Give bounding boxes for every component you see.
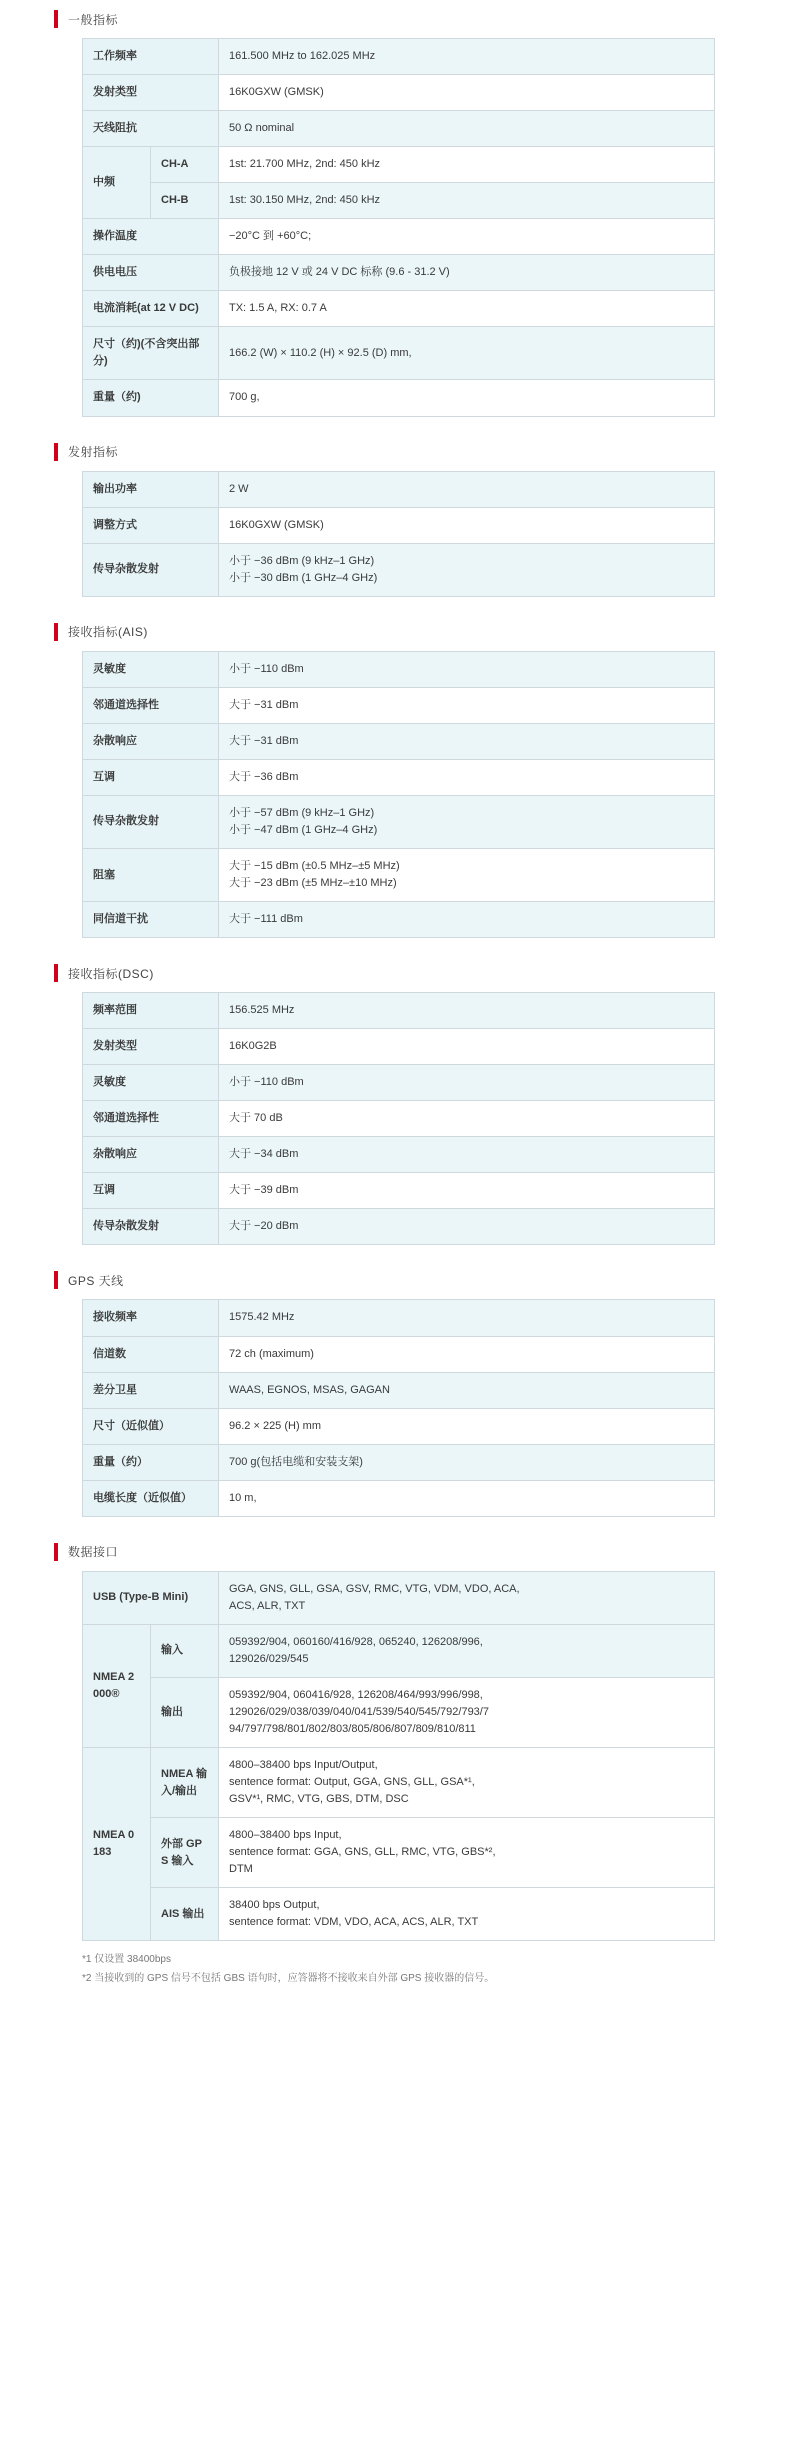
- row-label: 传导杂散发射: [83, 1209, 219, 1245]
- row-value: 72 ch (maximum): [219, 1336, 715, 1372]
- row-label: 传导杂散发射: [83, 795, 219, 848]
- row-value: 50 Ω nominal: [219, 111, 715, 147]
- value-line: DTM: [229, 1863, 253, 1876]
- section-accent-bar: [54, 1543, 58, 1561]
- row-label: 电缆长度（近似值）: [83, 1480, 219, 1516]
- row-value: 96.2 × 225 (H) mm: [219, 1408, 715, 1444]
- row-value: TX: 1.5 A, RX: 0.7 A: [219, 291, 715, 327]
- table-row: [83, 687, 715, 723]
- section-general: [0, 10, 790, 417]
- row-label: 重量（约）: [83, 1444, 219, 1480]
- row-label: 发射类型: [83, 75, 219, 111]
- value-line: sentence format: Output, GGA, GNS, GLL, GSA*¹,: [229, 1776, 475, 1789]
- row-value: 小于 −110 dBm: [219, 651, 715, 687]
- table-row: [83, 1677, 715, 1747]
- value-line: 94/797/798/801/802/803/805/806/807/809/810/811: [229, 1723, 476, 1736]
- row-value: [219, 543, 715, 596]
- row-sublabel: NMEA 输入/输出: [151, 1748, 219, 1818]
- value-line: ACS, ALR, TXT: [229, 1599, 306, 1612]
- section-header: [54, 1271, 790, 1289]
- table-row: [83, 1818, 715, 1888]
- table-row: [83, 219, 715, 255]
- value-line: GGA, GNS, GLL, GSA, GSV, RMC, VTG, VDM, VDO, ACA,: [229, 1582, 520, 1595]
- row-value: [219, 1571, 715, 1624]
- row-value: 16K0GXW (GMSK): [219, 75, 715, 111]
- table-row: [83, 1101, 715, 1137]
- table-row: [83, 1029, 715, 1065]
- value-line: 小于 −47 dBm (1 GHz–4 GHz): [229, 823, 378, 836]
- value-line: sentence format: VDM, VDO, ACA, ACS, ALR, TXT: [229, 1916, 479, 1929]
- section-title: 接收指标(DSC): [68, 966, 154, 981]
- section-receiver-ais: [0, 623, 790, 938]
- section-accent-bar: [54, 623, 58, 641]
- table-row: [83, 1300, 715, 1336]
- table-row: [83, 848, 715, 901]
- row-sublabel: CH-A: [151, 147, 219, 183]
- section-accent-bar: [54, 964, 58, 982]
- row-label: 互调: [83, 1173, 219, 1209]
- row-label: 邻通道选择性: [83, 687, 219, 723]
- value-line: GSV*¹, RMC, VTG, GBS, DTM, DSC: [229, 1793, 409, 1806]
- footnote-1: *1 仅设置 38400bps: [82, 1954, 171, 1966]
- row-sublabel: 输出: [151, 1677, 219, 1747]
- row-value: WAAS, EGNOS, MSAS, GAGAN: [219, 1372, 715, 1408]
- table-row: [83, 1748, 715, 1818]
- row-label: 尺寸（近似值）: [83, 1408, 219, 1444]
- row-label: 频率范围: [83, 993, 219, 1029]
- row-value: 大于 −20 dBm: [219, 1209, 715, 1245]
- row-label: 尺寸（约)(不含突出部分): [83, 327, 219, 380]
- table-row: [83, 1065, 715, 1101]
- table-row: [83, 183, 715, 219]
- value-line: 129026/029/038/039/040/041/539/540/545/792/793/7: [229, 1705, 489, 1718]
- transmitter-spec-table: [82, 471, 715, 597]
- row-value: 700 g,: [219, 380, 715, 416]
- section-data-interface: [0, 1543, 790, 1988]
- table-row: [83, 111, 715, 147]
- section-header: [54, 10, 790, 28]
- value-line: 大于 −15 dBm (±0.5 MHz–±5 MHz): [229, 859, 400, 872]
- section-title: 接收指标(AIS): [68, 625, 148, 640]
- value-line: 小于 −30 dBm (1 GHz–4 GHz): [229, 571, 378, 584]
- section-header: [54, 964, 790, 982]
- row-label: 输出功率: [83, 471, 219, 507]
- row-label: USB (Type-B Mini): [83, 1571, 219, 1624]
- section-receiver-dsc: [0, 964, 790, 1245]
- row-value: 负极接地 12 V 或 24 V DC 标称 (9.6 - 31.2 V): [219, 255, 715, 291]
- section-title: 发射指标: [68, 445, 119, 460]
- row-value: 16K0G2B: [219, 1029, 715, 1065]
- section-accent-bar: [54, 1271, 58, 1289]
- value-line: 4800–38400 bps Input,: [229, 1829, 342, 1842]
- table-row: [83, 902, 715, 938]
- table-row: [83, 39, 715, 75]
- row-value: 156.525 MHz: [219, 993, 715, 1029]
- row-sublabel: AIS 输出: [151, 1888, 219, 1941]
- section-title: GPS 天线: [68, 1273, 124, 1288]
- table-row: [83, 147, 715, 183]
- value-line: 4800–38400 bps Input/Output,: [229, 1759, 378, 1772]
- table-row: [83, 759, 715, 795]
- row-label: 电流消耗(at 12 V DC): [83, 291, 219, 327]
- row-value: 大于 −111 dBm: [219, 902, 715, 938]
- row-value: 大于 −36 dBm: [219, 759, 715, 795]
- table-row: [83, 291, 715, 327]
- receiver-ais-spec-table: [82, 651, 715, 938]
- row-value: 700 g(包括电缆和安装支架): [219, 1444, 715, 1480]
- section-title: 数据接口: [68, 1545, 119, 1560]
- row-value: [219, 795, 715, 848]
- section-transmitter: [0, 443, 790, 597]
- table-row: [83, 993, 715, 1029]
- row-label: 供电电压: [83, 255, 219, 291]
- value-line: 大于 −23 dBm (±5 MHz–±10 MHz): [229, 877, 397, 890]
- row-label: NMEA 0183: [83, 1748, 151, 1941]
- row-value: 1st: 30.150 MHz, 2nd: 450 kHz: [219, 183, 715, 219]
- row-label: 信道数: [83, 1336, 219, 1372]
- value-line: 129026/029/545: [229, 1652, 309, 1665]
- row-label: 同信道干扰: [83, 902, 219, 938]
- row-value: 大于 −34 dBm: [219, 1137, 715, 1173]
- value-line: 小于 −36 dBm (9 kHz–1 GHz): [229, 554, 375, 567]
- row-label: 中频: [83, 147, 151, 219]
- row-label: 邻通道选择性: [83, 1101, 219, 1137]
- row-label: 传导杂散发射: [83, 543, 219, 596]
- row-label: 杂散响应: [83, 1137, 219, 1173]
- table-row: [83, 1372, 715, 1408]
- row-label: 天线阻抗: [83, 111, 219, 147]
- row-value: 166.2 (W) × 110.2 (H) × 92.5 (D) mm,: [219, 327, 715, 380]
- section-header: [54, 623, 790, 641]
- row-value: [219, 1818, 715, 1888]
- receiver-dsc-spec-table: [82, 992, 715, 1245]
- table-row: [83, 1444, 715, 1480]
- table-row: [83, 327, 715, 380]
- row-value: [219, 1624, 715, 1677]
- section-accent-bar: [54, 443, 58, 461]
- section-header: [54, 443, 790, 461]
- row-value: [219, 1888, 715, 1941]
- table-row: [83, 1336, 715, 1372]
- section-accent-bar: [54, 10, 58, 28]
- data-interface-table: [82, 1571, 715, 1942]
- table-row: [83, 1571, 715, 1624]
- table-row: [83, 75, 715, 111]
- row-label: NMEA 2000®: [83, 1624, 151, 1747]
- row-value: [219, 1748, 715, 1818]
- row-label: 重量（约): [83, 380, 219, 416]
- footnote-2: *2 当接收到的 GPS 信号不包括 GBS 语句时，应答器将不接收来自外部 GPS 接收器的信号。: [82, 1973, 495, 1985]
- row-label: 操作温度: [83, 219, 219, 255]
- table-row: [83, 380, 715, 416]
- row-label: 接收频率: [83, 1300, 219, 1336]
- table-row: [83, 1480, 715, 1516]
- row-value: 1575.42 MHz: [219, 1300, 715, 1336]
- row-label: 灵敏度: [83, 1065, 219, 1101]
- table-row: [83, 651, 715, 687]
- row-value: 小于 −110 dBm: [219, 1065, 715, 1101]
- table-row: [83, 1624, 715, 1677]
- row-label: 阻塞: [83, 848, 219, 901]
- row-label: 发射类型: [83, 1029, 219, 1065]
- row-value: 10 m,: [219, 1480, 715, 1516]
- table-row: [83, 507, 715, 543]
- row-value: 大于 −31 dBm: [219, 723, 715, 759]
- table-row: [83, 1173, 715, 1209]
- section-header: [54, 1543, 790, 1561]
- value-line: 小于 −57 dBm (9 kHz–1 GHz): [229, 806, 375, 819]
- value-line: 059392/904, 060160/416/928, 065240, 126208/996,: [229, 1635, 483, 1648]
- row-value: −20°C 到 +60°C;: [219, 219, 715, 255]
- row-value: [219, 848, 715, 901]
- table-row: [83, 1209, 715, 1245]
- table-row: [83, 1137, 715, 1173]
- table-row: [83, 471, 715, 507]
- value-line: 059392/904, 060416/928, 126208/464/993/996/998,: [229, 1688, 483, 1701]
- row-value: 大于 −31 dBm: [219, 687, 715, 723]
- row-value: 2 W: [219, 471, 715, 507]
- table-row: [83, 723, 715, 759]
- table-row: [83, 795, 715, 848]
- value-line: sentence format: GGA, GNS, GLL, RMC, VTG, GBS*²,: [229, 1846, 496, 1859]
- row-label: 调整方式: [83, 507, 219, 543]
- general-spec-table: [82, 38, 715, 417]
- row-sublabel: CH-B: [151, 183, 219, 219]
- row-label: 杂散响应: [83, 723, 219, 759]
- row-value: 16K0GXW (GMSK): [219, 507, 715, 543]
- value-line: 38400 bps Output,: [229, 1899, 320, 1912]
- row-label: 工作频率: [83, 39, 219, 75]
- table-row: [83, 1888, 715, 1941]
- footnotes: [82, 1951, 790, 1987]
- section-gps-antenna: [0, 1271, 790, 1516]
- row-sublabel: 外部 GPS 输入: [151, 1818, 219, 1888]
- row-label: 互调: [83, 759, 219, 795]
- row-label: 灵敏度: [83, 651, 219, 687]
- row-value: 161.500 MHz to 162.025 MHz: [219, 39, 715, 75]
- row-value: [219, 1677, 715, 1747]
- row-sublabel: 输入: [151, 1624, 219, 1677]
- table-row: [83, 255, 715, 291]
- table-row: [83, 1408, 715, 1444]
- row-value: 大于 70 dB: [219, 1101, 715, 1137]
- row-value: 1st: 21.700 MHz, 2nd: 450 kHz: [219, 147, 715, 183]
- section-title: 一般指标: [68, 12, 119, 27]
- gps-antenna-spec-table: [82, 1299, 715, 1516]
- table-row: [83, 543, 715, 596]
- row-label: 差分卫星: [83, 1372, 219, 1408]
- row-value: 大于 −39 dBm: [219, 1173, 715, 1209]
